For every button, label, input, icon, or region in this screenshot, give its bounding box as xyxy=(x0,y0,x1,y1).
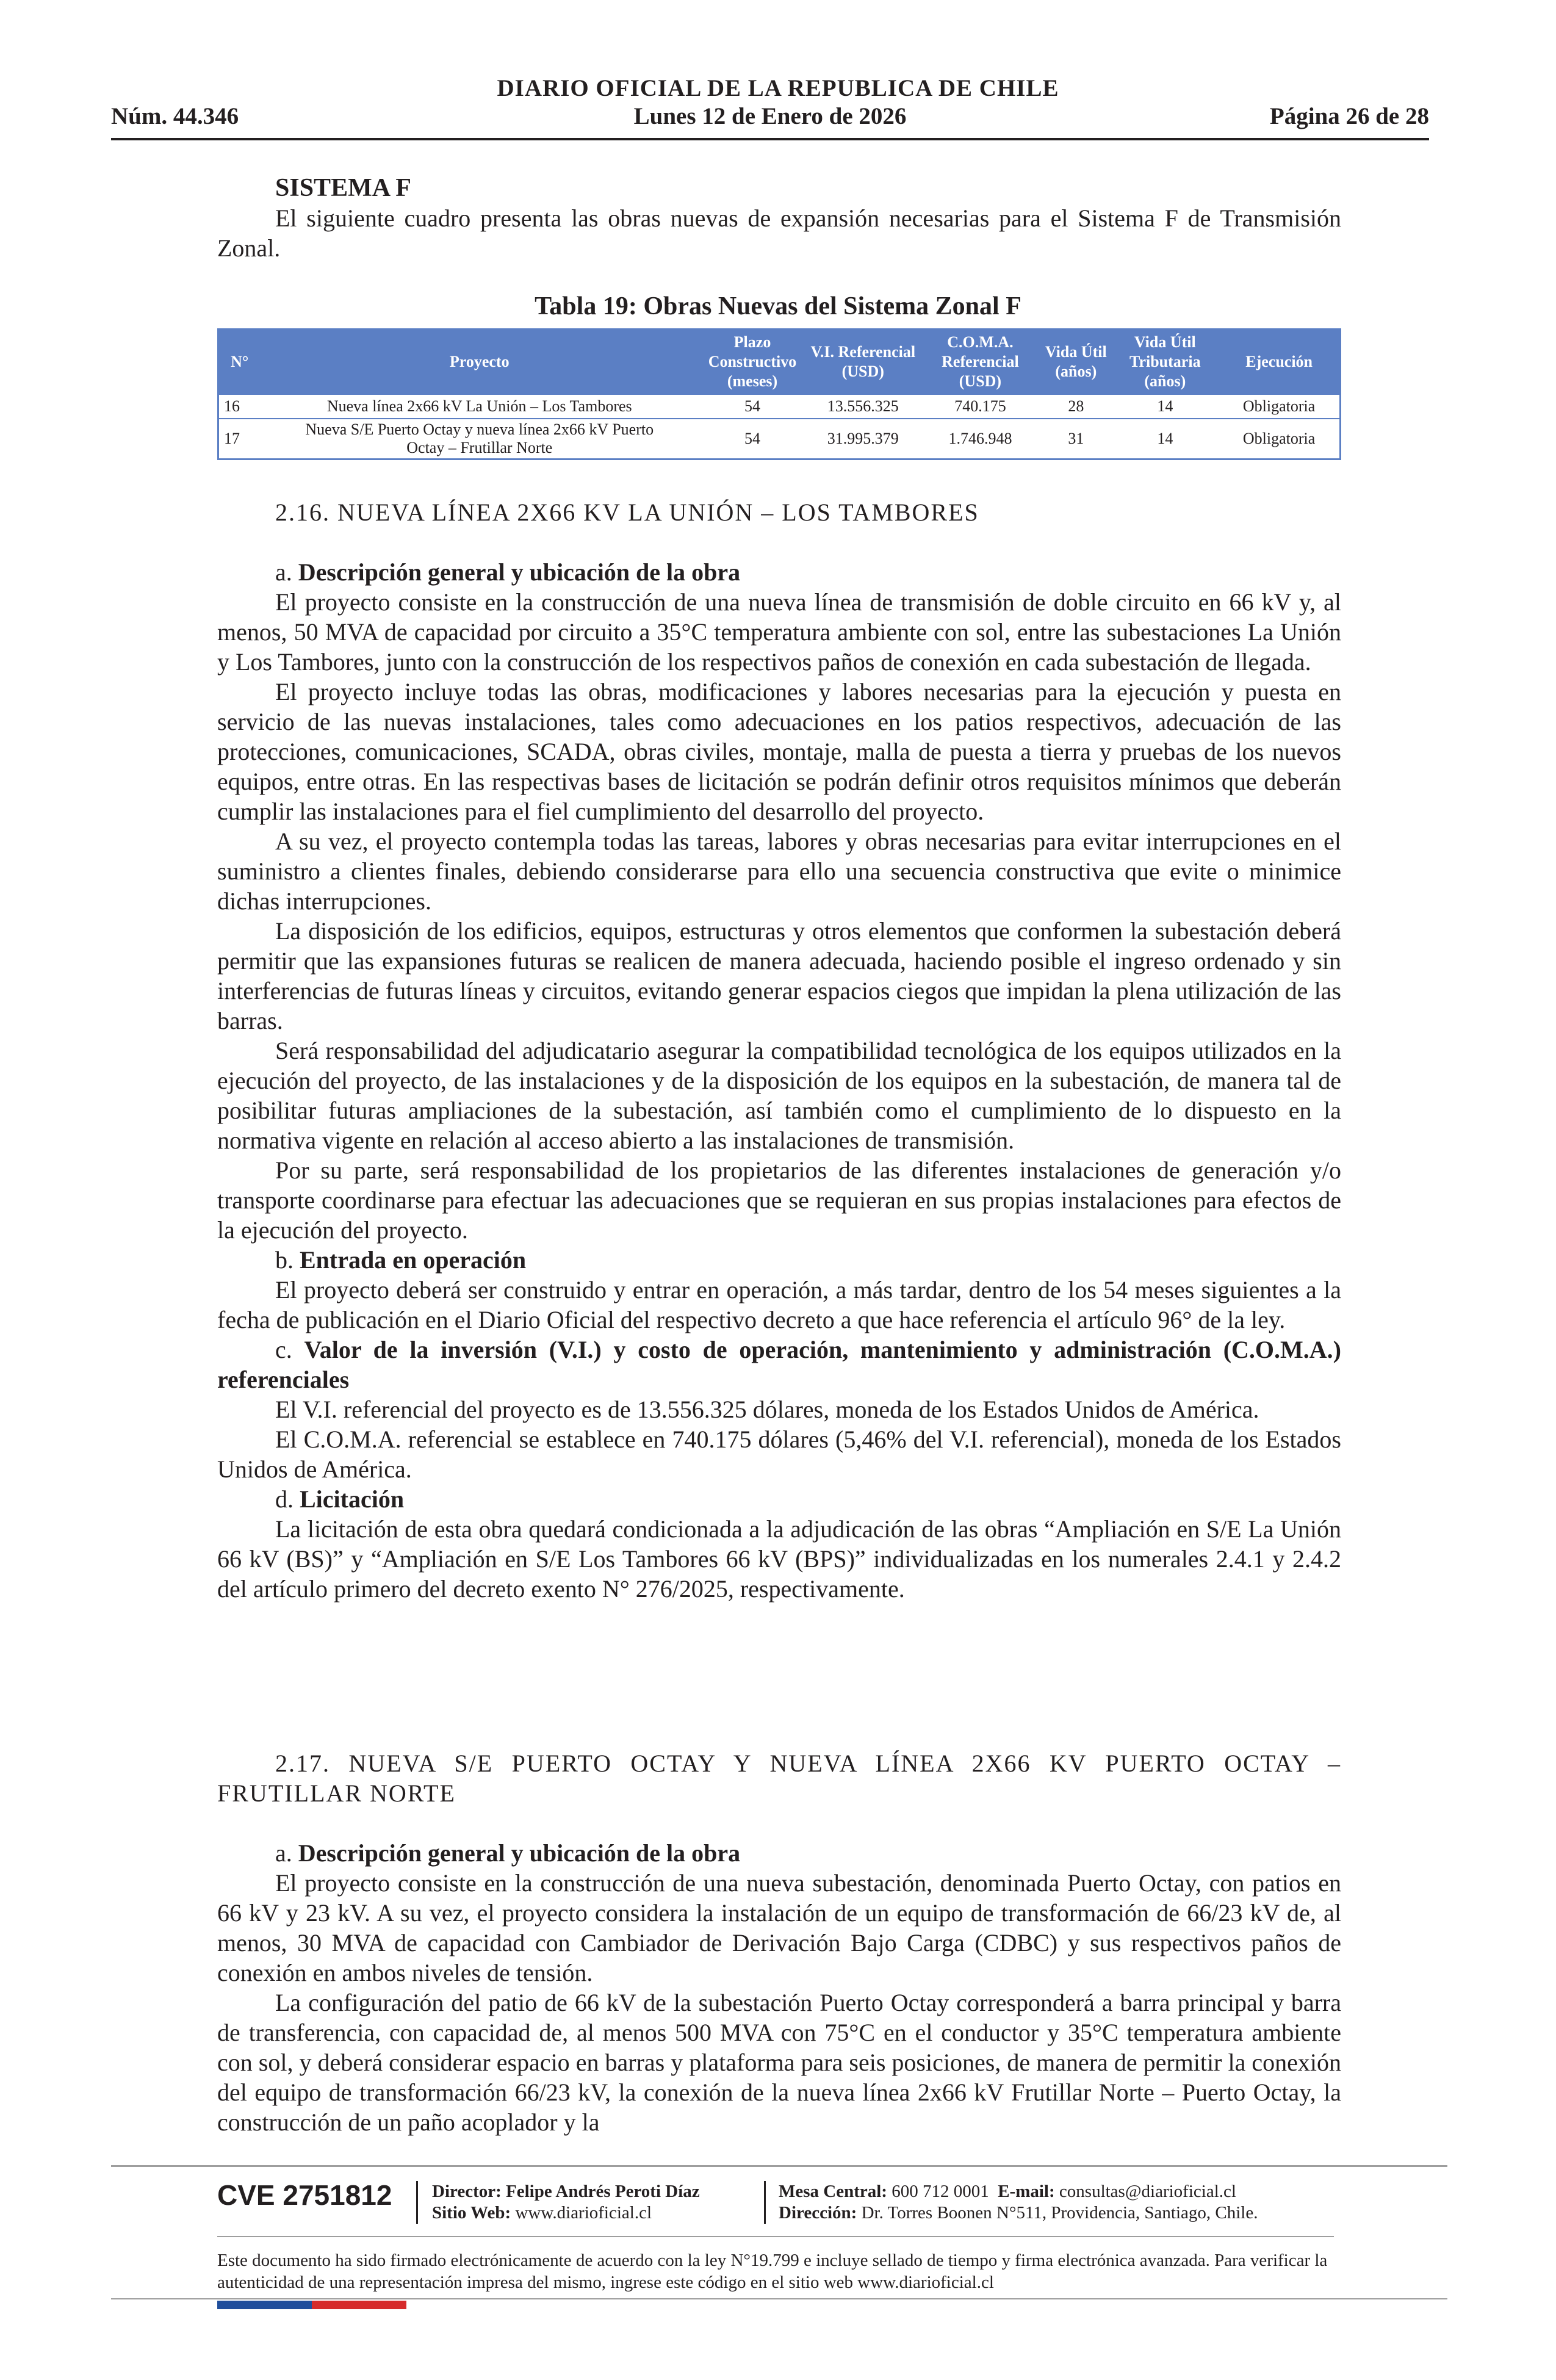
col-header: Plazo Constructivo (meses) xyxy=(699,330,806,395)
address-label: Dirección: xyxy=(779,2203,857,2223)
item-title: Descripción general y ubicación de la obra xyxy=(298,1839,741,1867)
col-header: Vida Útil Tributaria (años) xyxy=(1111,330,1219,395)
item-label: b. xyxy=(275,1246,294,1274)
system-heading: SISTEMA F xyxy=(275,174,411,202)
flag-bar-blue xyxy=(217,2301,312,2309)
paragraph: El V.I. referencial del proyecto es de 13.556.325 dólares, moneda de los Estados Unidos de América. xyxy=(275,1396,1259,1423)
table-cell: Obligatoria xyxy=(1219,394,1340,419)
paragraph: El proyecto consiste en la construcción de una nueva línea de transmisión de doble circuito en 66 kV y, al menos, 50 MVA de capacidad por circuito a 35°C temperatura ambiente con sol, entre las subestaciones La Unión y Los Tambores, junto con la construcción de los respectivos paños de conexión en cada subestación de llegada. xyxy=(217,588,1341,676)
subsection-c-heading xyxy=(217,1335,1341,1394)
paragraph: A su vez, el proyecto contempla todas las tareas, labores y obras necesarias para evitar interrupciones en el suministro a clientes finales, debiendo considerarse para ello una secuencia constructiva que evite o minimice dichas interrupciones. xyxy=(217,828,1341,915)
table-cell: 13.556.325 xyxy=(806,394,920,419)
paragraph: La disposición de los edificios, equipos, estructuras y otros elementos que conformen la subestación deberá permitir que las expansiones futuras se realicen de manera adecuada, haciendo posible el ingreso ordenado y sin interferencias de futuras líneas y circuitos, evitando generar espacios ciegos que impidan la plena utilización de las barras. xyxy=(217,917,1341,1034)
paragraph: Será responsabilidad del adjudicatario asegurar la compatibilidad tecnológica de los equipos utilizados en la ejecución del proyecto, de las instalaciones y de la disposición de los equipos en la subestación, de manera tal de posibilitar futuras ampliaciones de la subestación, así también como el cumplimiento de lo dispuesto en la normativa vigente en relación al acceso abierto a las instalaciones de transmisión. xyxy=(217,1037,1341,1154)
item-title: Licitación xyxy=(300,1485,405,1513)
footer-separator xyxy=(764,2181,766,2224)
table-cell: 28 xyxy=(1040,394,1111,419)
footer-director-block xyxy=(432,2181,700,2224)
director-label: Director: xyxy=(432,2182,502,2201)
intro-block xyxy=(217,173,1341,263)
flag-bar-red xyxy=(312,2301,406,2309)
issue-number: Núm. 44.346 xyxy=(111,103,239,129)
footer-contact-block xyxy=(779,2181,1258,2224)
paragraph: La licitación de esta obra quedará condicionada a la adjudicación de las obras “Ampliación en S/E La Unión 66 kV (BS)” y “Ampliación en S/E Los Tambores 66 kV (BPS)” individualizadas en los numerales 2.4.1 y 2.4.2 del artículo primero del decreto exento N° 276/2025, respectivamente. xyxy=(217,1515,1341,1603)
table-cell: 14 xyxy=(1111,394,1219,419)
item-label: a. xyxy=(275,558,292,586)
table-cell: 1.746.948 xyxy=(920,419,1041,460)
subsection-a-heading xyxy=(217,557,1341,587)
table-cell: 740.175 xyxy=(920,394,1041,419)
section-title: 2.16. NUEVA LÍNEA 2X66 KV LA UNIÓN – LOS TAMBORES xyxy=(275,499,979,526)
col-header: Ejecución xyxy=(1219,330,1340,395)
table-header-row xyxy=(218,330,1341,395)
table-cell: Obligatoria xyxy=(1219,419,1340,460)
page-number: Página 26 de 28 xyxy=(1269,103,1429,129)
item-label: a. xyxy=(275,1839,292,1867)
col-header: V.I. Referencial (USD) xyxy=(806,330,920,395)
footer-separator xyxy=(416,2181,418,2224)
paragraph: El proyecto consiste en la construcción de una nueva subestación, denominada Puerto Octay, con patios en 66 kV y 23 kV. A su vez, el proyecto considera la instalación de un equipo de transformación de 66/23 kV de, al menos, 30 MVA de capacidad con Cambiador de Derivación Bajo Carga (CDBC) y sus respectivos paños de conexión en ambos niveles de tensión. xyxy=(217,1869,1341,1986)
section-title: 2.17. NUEVA S/E PUERTO OCTAY Y NUEVA LÍNEA 2X66 KV PUERTO OCTAY – FRUTILLAR NORTE xyxy=(217,1750,1341,1807)
item-title: Descripción general y ubicación de la obra xyxy=(298,558,741,586)
web-label: Sitio Web: xyxy=(432,2203,511,2223)
col-header: Proyecto xyxy=(260,330,699,395)
section-2-17 xyxy=(217,1748,1341,2137)
email-label: E-mail: xyxy=(998,2182,1055,2201)
subsection-d-heading xyxy=(217,1484,1341,1514)
table-cell: 31 xyxy=(1040,419,1111,460)
mesa-phone: 600 712 0001 xyxy=(891,2182,989,2201)
issue-date: Lunes 12 de Enero de 2026 xyxy=(633,103,907,129)
col-header: Vida Útil (años) xyxy=(1040,330,1111,395)
paragraph: El proyecto incluye todas las obras, modificaciones y labores necesarias para la ejecución y puesta en servicio de las nuevas instalaciones, tales como adecuaciones en los patios respectivos, adecuación de las protecciones, comunicaciones, SCADA, obras civiles, montaje, malla de puesta a tierra y pruebas de los nuevos equipos, entre otras. En las respectivas bases de licitación se podrán definir otros requisitos mínimos que deberán cumplir las instalaciones para el fiel cumplimiento del desarrollo del proyecto. xyxy=(217,678,1341,825)
director-name: Felipe Andrés Peroti Díaz xyxy=(506,2182,700,2201)
mesa-label: Mesa Central: xyxy=(779,2182,887,2201)
table-cell: 54 xyxy=(699,419,806,460)
paragraph: El C.O.M.A. referencial se establece en 740.175 dólares (5,46% del V.I. referencial), moneda de los Estados Unidos de América. xyxy=(217,1426,1341,1483)
header-divider xyxy=(111,138,1429,140)
item-title: Valor de la inversión (V.I.) y costo de operación, mantenimiento y administración (C.O.M.A.) referenciales xyxy=(217,1336,1341,1393)
email-address[interactable]: consultas@diarioficial.cl xyxy=(1059,2182,1236,2201)
item-title: Entrada en operación xyxy=(300,1246,527,1274)
table-cell: 16 xyxy=(218,394,261,419)
web-url[interactable]: www.diarioficial.cl xyxy=(515,2203,652,2223)
legal-notice: Este documento ha sido firmado electrónicamente de acuerdo con la ley N°19.799 e incluye sellado de tiempo y firma electrónica avanzada. Para verificar la autenticidad de una representación impresa del mismo, ingrese este código en el sitio web www.diarioficial.cl xyxy=(217,2251,1328,2292)
paragraph: El proyecto deberá ser construido y entrar en operación, a más tardar, dentro de los 54 meses siguientes a la fecha de publicación en el Diario Oficial del respectivo decreto a que hace referencia el artículo 96° de la ley. xyxy=(217,1276,1341,1333)
intro-text: El siguiente cuadro presenta las obras nuevas de expansión necesarias para el Sistema F de Transmisión Zonal. xyxy=(217,204,1341,262)
table-title: Tabla 19: Obras Nuevas del Sistema Zonal F xyxy=(535,292,1021,320)
subsection-a-heading xyxy=(217,1838,1341,1868)
paragraph: Por su parte, será responsabilidad de los propietarios de las diferentes instalaciones de generación y/o transporte coordinarse para efectuar las adecuaciones que se requieran en sus propias instalaciones para efectos de la ejecución del proyecto. xyxy=(217,1156,1341,1244)
works-table xyxy=(217,328,1341,460)
cve-code: CVE 2751812 xyxy=(217,2179,392,2211)
table-cell: 31.995.379 xyxy=(806,419,920,460)
table-cell: Nueva S/E Puerto Octay y nueva línea 2x66 kV Puerto Octay – Frutillar Norte xyxy=(260,419,699,460)
table-cell: 54 xyxy=(699,394,806,419)
footer-top-rule xyxy=(111,2165,1447,2167)
header-row xyxy=(111,103,1429,133)
table-cell: 14 xyxy=(1111,419,1219,460)
col-header: C.O.M.A. Referencial (USD) xyxy=(920,330,1041,395)
item-label: c. xyxy=(275,1336,292,1363)
table-row xyxy=(218,394,1341,419)
table-cell: Nueva línea 2x66 kV La Unión – Los Tambores xyxy=(260,394,699,419)
paragraph: La configuración del patio de 66 kV de la subestación Puerto Octay corresponderá a barra principal y barra de transferencia, con capacidad de, al menos 500 MVA con 75°C en el conductor y 35°C temperatura ambiente con sol, y deberá considerar espacio en barras y plataforma para seis posiciones, de manera de permitir la conexión del equipo de transformación 66/23 kV, la conexión de la nueva línea 2x66 kV Frutillar Norte – Puerto Octay, la construcción de un paño acoplador y la xyxy=(217,1989,1341,2136)
item-label: d. xyxy=(275,1485,294,1513)
col-header: N° xyxy=(218,330,261,395)
table-cell: 17 xyxy=(218,419,261,460)
footer-bottom-rule xyxy=(111,2298,1447,2299)
footer-mid-rule xyxy=(217,2236,1334,2237)
journal-title: DIARIO OFICIAL DE LA REPUBLICA DE CHILE xyxy=(497,75,1059,101)
section-2-16 xyxy=(217,497,1341,1604)
table-row xyxy=(218,419,1341,460)
subsection-b-heading xyxy=(217,1245,1341,1275)
address-text: Dr. Torres Boonen N°511, Providencia, Santiago, Chile. xyxy=(861,2203,1258,2223)
